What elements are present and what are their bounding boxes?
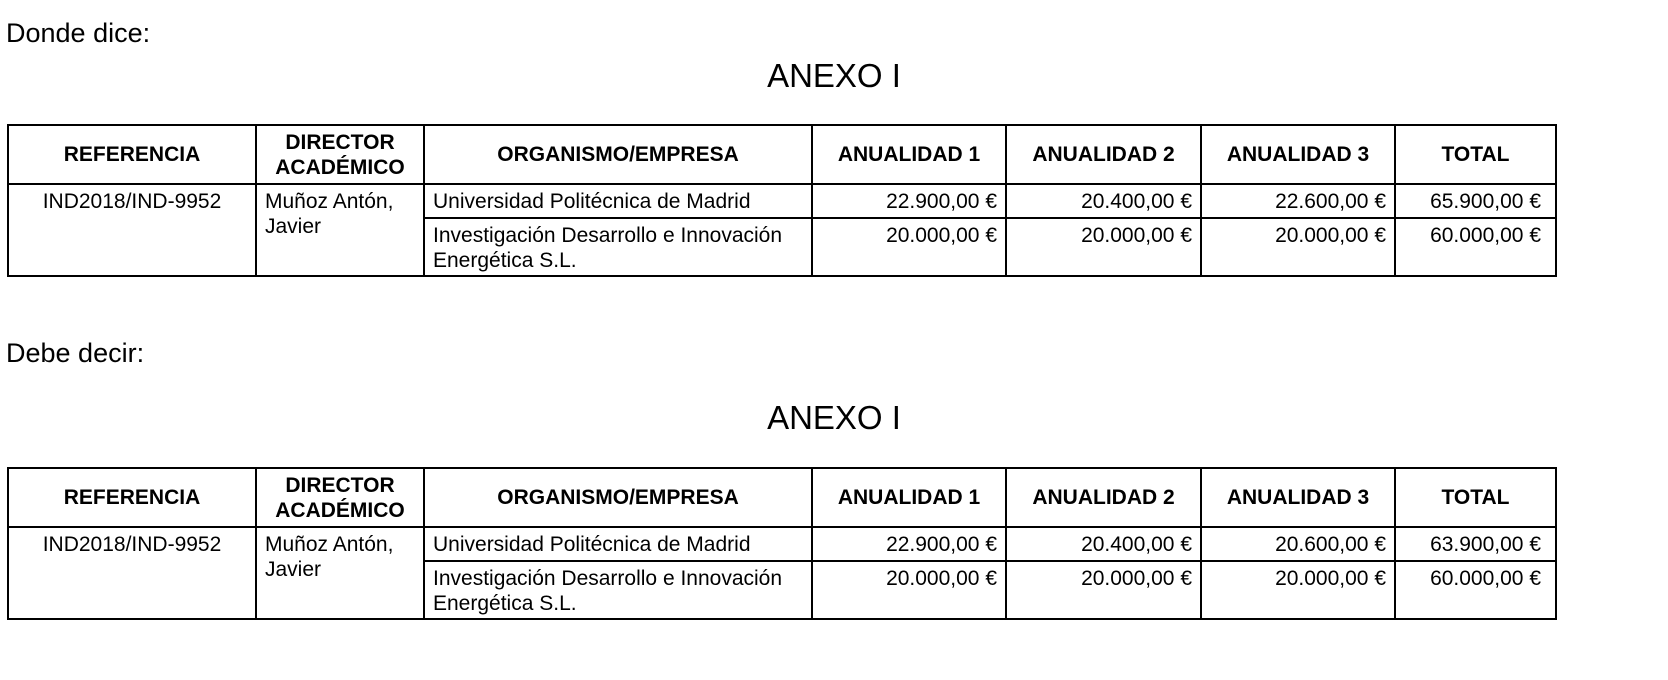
header-director-academico: DIRECTOR ACADÉMICO (256, 468, 424, 527)
cell-total: 60.000,00 € (1395, 218, 1556, 276)
header-anualidad-2: ANUALIDAD 2 (1006, 125, 1201, 184)
header-total: TOTAL (1395, 468, 1556, 527)
cell-anualidad-1: 20.000,00 € (812, 218, 1006, 276)
cell-anualidad-2: 20.400,00 € (1006, 184, 1201, 218)
section-label-donde-dice: Donde dice: (6, 18, 151, 48)
header-organismo-empresa: ORGANISMO/EMPRESA (424, 125, 812, 184)
header-anualidad-3: ANUALIDAD 3 (1201, 468, 1395, 527)
cell-anualidad-3: 20.600,00 € (1201, 527, 1395, 561)
header-director-academico: DIRECTOR ACADÉMICO (256, 125, 424, 184)
cell-total: 60.000,00 € (1395, 561, 1556, 619)
cell-referencia: IND2018/IND-9952 (8, 184, 256, 276)
annex-title: ANEXO I (767, 399, 901, 436)
cell-director: Muñoz Antón, Javier (256, 184, 424, 276)
header-total: TOTAL (1395, 125, 1556, 184)
header-organismo-empresa: ORGANISMO/EMPRESA (424, 468, 812, 527)
cell-organismo: Universidad Politécnica de Madrid (424, 184, 812, 218)
header-anualidad-1: ANUALIDAD 1 (812, 468, 1006, 527)
table-row (8, 527, 1556, 561)
header-anualidad-1: ANUALIDAD 1 (812, 125, 1006, 184)
annex-table-donde-dice (7, 124, 1557, 277)
cell-organismo: Investigación Desarrollo e Innovación Energética S.L. (424, 561, 812, 619)
cell-anualidad-3: 20.000,00 € (1201, 218, 1395, 276)
cell-anualidad-1: 22.900,00 € (812, 184, 1006, 218)
cell-anualidad-1: 22.900,00 € (812, 527, 1006, 561)
cell-total: 63.900,00 € (1395, 527, 1556, 561)
section-label-debe-decir: Debe decir: (6, 338, 145, 368)
cell-anualidad-3: 20.000,00 € (1201, 561, 1395, 619)
cell-anualidad-2: 20.400,00 € (1006, 527, 1201, 561)
cell-referencia: IND2018/IND-9952 (8, 527, 256, 619)
cell-total: 65.900,00 € (1395, 184, 1556, 218)
cell-anualidad-2: 20.000,00 € (1006, 561, 1201, 619)
table-header-row (8, 468, 1556, 527)
annex-table-debe-decir (7, 467, 1557, 620)
header-referencia: REFERENCIA (8, 468, 256, 527)
table-header-row (8, 125, 1556, 184)
annex-title: ANEXO I (767, 57, 901, 94)
cell-anualidad-2: 20.000,00 € (1006, 218, 1201, 276)
cell-organismo: Universidad Politécnica de Madrid (424, 527, 812, 561)
table-row (8, 184, 1556, 218)
header-anualidad-2: ANUALIDAD 2 (1006, 468, 1201, 527)
header-anualidad-3: ANUALIDAD 3 (1201, 125, 1395, 184)
header-referencia: REFERENCIA (8, 125, 256, 184)
cell-organismo: Investigación Desarrollo e Innovación Energética S.L. (424, 218, 812, 276)
cell-anualidad-3: 22.600,00 € (1201, 184, 1395, 218)
cell-director: Muñoz Antón, Javier (256, 527, 424, 619)
cell-anualidad-1: 20.000,00 € (812, 561, 1006, 619)
